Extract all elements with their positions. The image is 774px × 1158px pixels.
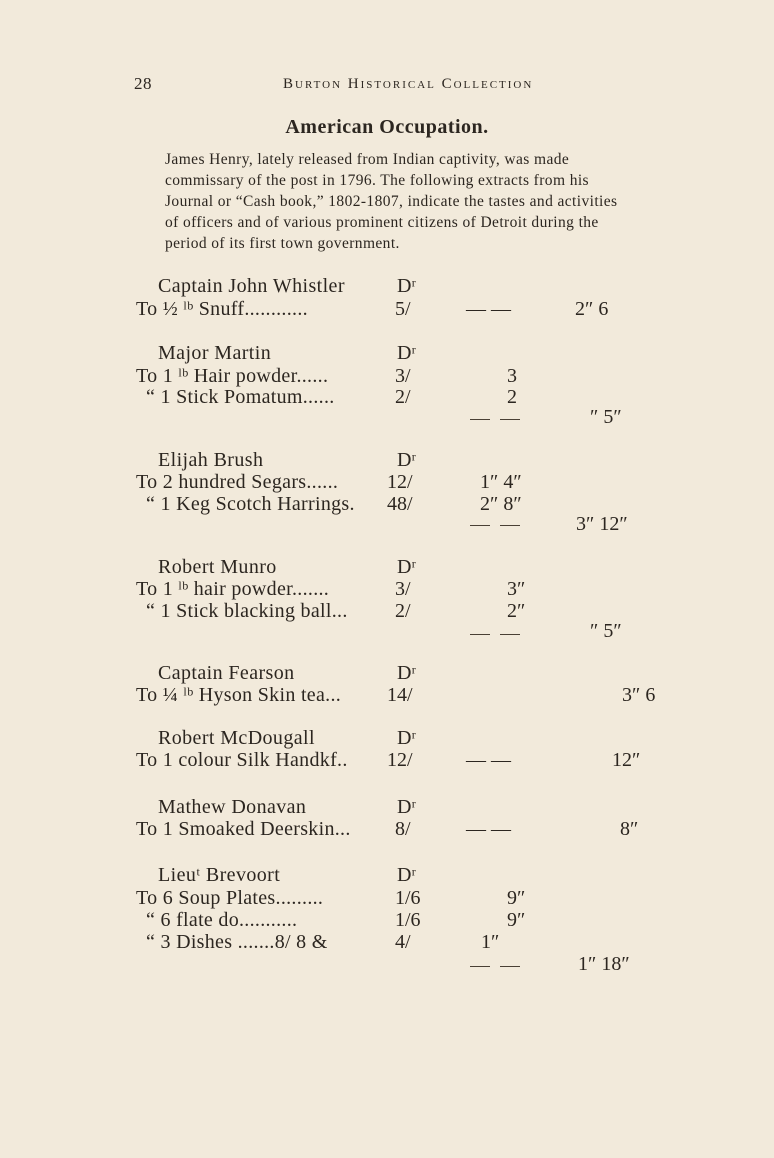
- item-description: To 1 ˡᵇ hair powder.......: [136, 578, 330, 600]
- item-price: 48/: [387, 493, 413, 515]
- entry-total: 3″ 6: [622, 684, 656, 706]
- item-description: To ¼ ˡᵇ Hyson Skin tea...: [136, 684, 342, 706]
- debtor-mark: Dʳ: [397, 727, 416, 749]
- debtor-mark: Dʳ: [397, 662, 416, 684]
- entry-total: ″ 5″: [590, 406, 622, 428]
- item-price: 12/: [387, 749, 413, 771]
- item-extended: 3: [507, 365, 517, 387]
- item-description: To 1 Smoaked Deerskin...: [136, 818, 351, 840]
- item-description: “ 1 Stick blacking ball...: [146, 600, 348, 622]
- item-price: 1/6: [395, 909, 421, 931]
- item-extended: 2: [507, 386, 517, 408]
- item-extended: 1″: [481, 931, 500, 953]
- item-extended: 2″ 8″: [480, 493, 522, 515]
- debtor-mark: Dʳ: [397, 864, 416, 886]
- sum-rule: [470, 419, 522, 421]
- item-price: 8/: [395, 818, 411, 840]
- item-description: To 1 ˡᵇ Hair powder......: [136, 365, 329, 387]
- intro-line: Journal or “Cash book,” 1802-1807, indicate the tastes and activities: [165, 193, 618, 210]
- entry-total: 2″ 6: [575, 298, 609, 320]
- account-name: Robert Munro: [158, 556, 277, 578]
- debtor-mark: Dʳ: [397, 556, 416, 578]
- entry-total: 3″ 12″: [576, 513, 628, 535]
- entry-total: ″ 5″: [590, 620, 622, 642]
- account-name: Lieuᵗ Brevoort: [158, 864, 281, 886]
- debtor-mark: Dʳ: [397, 275, 416, 297]
- account-name: Robert McDougall: [158, 727, 315, 749]
- intro-paragraph: [165, 149, 685, 254]
- entry-total: 8″: [620, 818, 639, 840]
- item-price: 12/: [387, 471, 413, 493]
- ditto-dash: — —: [466, 818, 511, 840]
- page-number: 28: [134, 74, 152, 93]
- item-description: “ 6 flate do...........: [146, 909, 298, 931]
- entry-total: 1″ 18″: [578, 953, 630, 975]
- running-head: Burton Historical Collection: [283, 76, 534, 92]
- item-price: 3/: [395, 365, 411, 387]
- item-description: To 2 hundred Segars......: [136, 471, 339, 493]
- account-name: Elijah Brush: [158, 449, 264, 471]
- item-description: “ 3 Dishes .......8/ 8 &: [146, 931, 328, 953]
- account-name: Major Martin: [158, 342, 272, 364]
- item-price: 5/: [395, 298, 411, 320]
- item-description: To 1 colour Silk Handkf..: [136, 749, 348, 771]
- intro-line: James Henry, lately released from Indian captivity, was made: [165, 151, 570, 168]
- item-description: To 6 Soup Plates.........: [136, 887, 324, 909]
- sum-rule: [470, 966, 522, 968]
- item-extended: 9″: [507, 909, 526, 931]
- debtor-mark: Dʳ: [397, 796, 416, 818]
- item-price: 3/: [395, 578, 411, 600]
- section-title: American Occupation.: [285, 116, 489, 138]
- item-extended: 1″ 4″: [480, 471, 522, 493]
- account-name: Captain Fearson: [158, 662, 295, 684]
- ditto-dash: — —: [466, 749, 511, 771]
- item-description: “ 1 Keg Scotch Harrings.: [146, 493, 355, 515]
- debtor-mark: Dʳ: [397, 449, 416, 471]
- item-price: 2/: [395, 600, 411, 622]
- entry-total: 12″: [612, 749, 641, 771]
- item-description: To ½ ˡᵇ Snuff............: [136, 298, 308, 320]
- debtor-mark: Dʳ: [397, 342, 416, 364]
- intro-line: of officers and of various prominent citizens of Detroit during the: [165, 214, 599, 231]
- account-name: Mathew Donavan: [158, 796, 307, 818]
- item-price: 2/: [395, 386, 411, 408]
- sum-rule: [470, 525, 522, 527]
- item-extended: 2″: [507, 600, 526, 622]
- item-price: 1/6: [395, 887, 421, 909]
- intro-line: commissary of the post in 1796. The following extracts from his: [165, 172, 589, 189]
- item-extended: 3″: [507, 578, 526, 600]
- sum-rule: [470, 634, 522, 636]
- item-price: 4/: [395, 931, 411, 953]
- ditto-dash: — —: [466, 298, 511, 320]
- item-price: 14/: [387, 684, 413, 706]
- intro-line: period of its first town government.: [165, 235, 400, 252]
- item-description: “ 1 Stick Pomatum......: [146, 386, 335, 408]
- item-extended: 9″: [507, 887, 526, 909]
- account-name: Captain John Whistler: [158, 275, 345, 297]
